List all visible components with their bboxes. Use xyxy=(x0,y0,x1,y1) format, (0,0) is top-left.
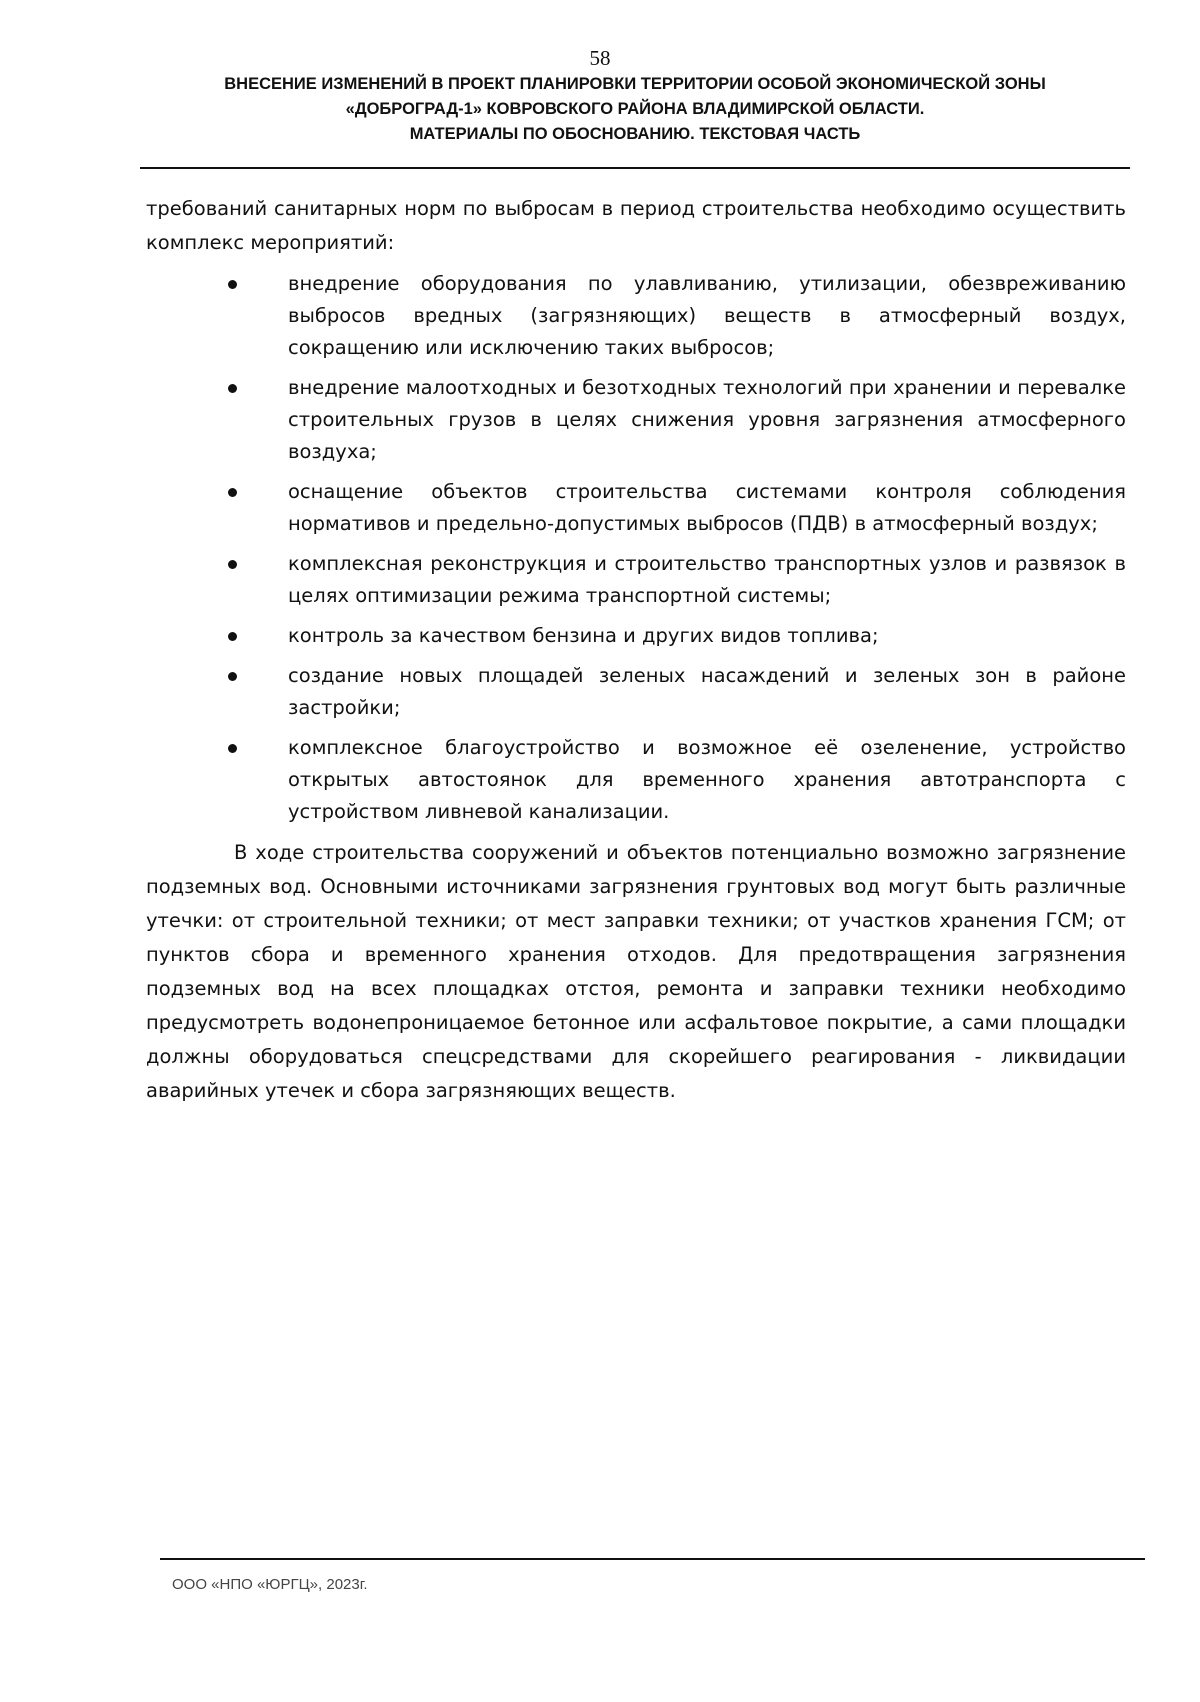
list-item xyxy=(146,732,1126,828)
footer-divider xyxy=(160,1558,1145,1560)
bullet-icon xyxy=(228,632,237,641)
footer-text: ООО «НПО «ЮРГЦ», 2023г. xyxy=(172,1576,368,1593)
header-line: МАТЕРИАЛЫ ПО ОБОСНОВАНИЮ. ТЕКСТОВАЯ ЧАСТЬ xyxy=(409,125,861,143)
list-item xyxy=(146,268,1126,364)
bullet-icon xyxy=(228,560,237,569)
header-line: «ДОБРОГРАД-1» КОВРОВСКОГО РАЙОНА ВЛАДИМИРСКОЙ ОБЛАСТИ. xyxy=(345,100,925,118)
list-item xyxy=(146,548,1126,612)
measures-list xyxy=(146,268,1126,828)
bullet-icon xyxy=(228,488,237,497)
bullet-icon xyxy=(228,280,237,289)
list-item xyxy=(146,476,1126,540)
bullet-icon xyxy=(228,744,237,753)
bullet-icon xyxy=(228,384,237,393)
intro-paragraph: требований санитарных норм по выбросам в период строительства необходимо осуществить комплекс мероприятий: xyxy=(146,197,1126,254)
header-line: ВНЕСЕНИЕ ИЗМЕНЕНИЙ В ПРОЕКТ ПЛАНИРОВКИ ТЕРРИТОРИИ ОСОБОЙ ЭКОНОМИЧЕСКОЙ ЗОНЫ xyxy=(224,75,1046,93)
list-item-text: внедрение малоотходных и безотходных технологий при хранении и перевалке строительных грузов в целях снижения уровня загрязнения атмосферного воздуха; xyxy=(288,376,1126,463)
list-item-text: комплексное благоустройство и возможное её озеленение, устройство открытых автостоянок для временного хранения автотранспорта с устройством ливневой канализации. xyxy=(288,736,1126,823)
list-item-text: внедрение оборудования по улавливанию, утилизации, обезвреживанию выбросов вредных (загрязняющих) веществ в атмосферный воздух, сокращению или исключению таких выбросов; xyxy=(288,272,1126,359)
bullet-icon xyxy=(228,672,237,681)
header-divider xyxy=(140,167,1130,169)
list-item-text: контроль за качеством бензина и других видов топлива; xyxy=(288,624,879,647)
page-content xyxy=(146,192,1126,1108)
document-header xyxy=(140,72,1130,147)
list-item-text: создание новых площадей зеленых насаждений и зеленых зон в районе застройки; xyxy=(288,664,1126,719)
groundwater-paragraph: В ходе строительства сооружений и объектов потенциально возможно загрязнение подземных вод. Основными источниками загрязнения грунтовых вод могут быть различные утечки: от строительной техники; от мест заправки техники; от участков хранения ГСМ; от пунктов сбора и временного хранения отходов. Для предотвращения загрязнения подземных вод на всех площадках отстоя, ремонта и заправки техники необходимо предусмотреть водонепроницаемое бетонное или асфальтовое покрытие, а сами площадки должны оборудоваться спецсредствами для скорейшего реагирования - ликвидации аварийных утечек и сбора загрязняющих веществ. xyxy=(146,841,1126,1102)
list-item-text: комплексная реконструкция и строительство транспортных узлов и развязок в целях оптимизации режима транспортной системы; xyxy=(288,552,1126,607)
list-item xyxy=(146,620,1126,652)
list-item xyxy=(146,372,1126,468)
list-item-text: оснащение объектов строительства системами контроля соблюдения нормативов и предельно-допустимых выбросов (ПДВ) в атмосферный воздух; xyxy=(288,480,1126,535)
list-item xyxy=(146,660,1126,724)
page-number: 58 xyxy=(589,46,611,70)
